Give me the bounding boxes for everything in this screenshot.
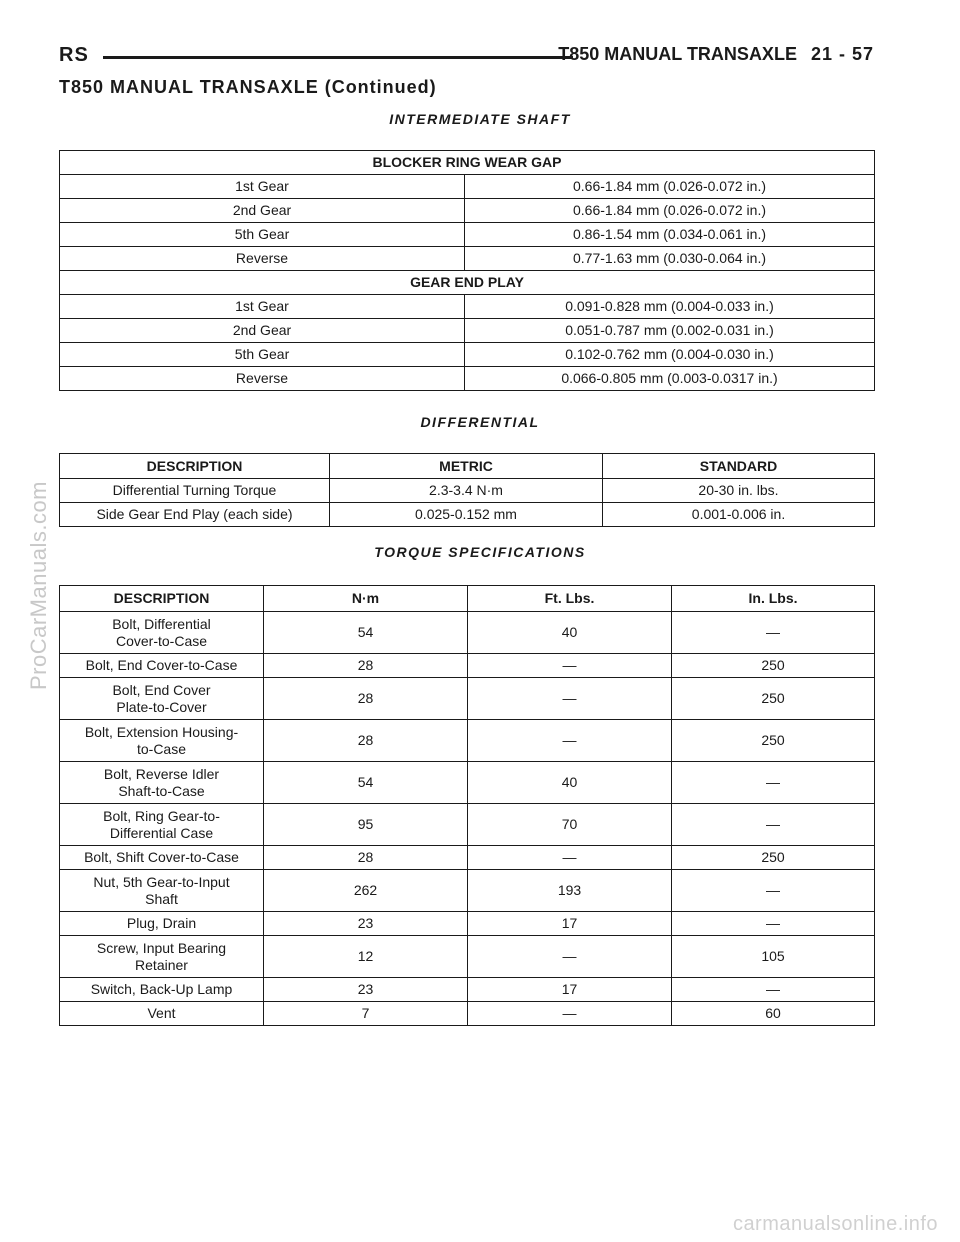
value-cell: 40 <box>468 762 672 804</box>
description-cell: Side Gear End Play (each side) <box>60 503 330 527</box>
table-row <box>60 343 875 367</box>
gear-cell: Reverse <box>60 367 465 391</box>
value-cell: — <box>672 870 875 912</box>
description-line: Bolt, Shift Cover-to-Case <box>84 849 239 865</box>
value-cell: 250 <box>672 846 875 870</box>
value-cell: — <box>672 762 875 804</box>
value-cell: 23 <box>264 978 468 1002</box>
value-cell: 23 <box>264 912 468 936</box>
gear-cell: 2nd Gear <box>60 199 465 223</box>
description-line: Screw, Input Bearing <box>96 939 227 956</box>
spec-value-cell: 0.091-0.828 mm (0.004-0.033 in.) <box>465 295 875 319</box>
value-cell: 105 <box>672 936 875 978</box>
spec-value-cell: 0.66-1.84 mm (0.026-0.072 in.) <box>465 175 875 199</box>
column-header: DESCRIPTION <box>60 454 330 479</box>
table-row <box>60 367 875 391</box>
value-cell: 0.001-0.006 in. <box>603 503 875 527</box>
value-cell: 0.025-0.152 mm <box>330 503 603 527</box>
description-cell <box>60 846 264 870</box>
table-row <box>60 479 875 503</box>
bottom-watermark: carmanualsonline.info <box>732 1213 938 1235</box>
differential-table <box>59 453 875 527</box>
gear-cell: 1st Gear <box>60 295 465 319</box>
value-cell: 60 <box>672 1002 875 1026</box>
column-header: N·m <box>264 586 468 612</box>
table-row <box>60 1002 875 1026</box>
table-row <box>60 319 875 343</box>
table-header-row <box>60 586 875 612</box>
value-cell: 2.3-3.4 N·m <box>330 479 603 503</box>
value-cell: 70 <box>468 804 672 846</box>
table-row <box>60 654 875 678</box>
torque-specs-table <box>59 585 875 1026</box>
column-header: In. Lbs. <box>672 586 875 612</box>
table-row <box>60 223 875 247</box>
value-cell: 250 <box>672 654 875 678</box>
value-cell: 17 <box>468 978 672 1002</box>
description-cell <box>60 804 264 846</box>
column-header: DESCRIPTION <box>60 586 264 612</box>
header-title: T850 MANUAL TRANSAXLE <box>558 44 797 64</box>
value-cell: 54 <box>264 762 468 804</box>
description-line: Shaft-to-Case <box>118 782 205 799</box>
table-row <box>60 870 875 912</box>
value-cell: — <box>468 1002 672 1026</box>
value-cell: — <box>672 612 875 654</box>
gear-cell: 2nd Gear <box>60 319 465 343</box>
table-header-row <box>60 454 875 479</box>
description-line: Shaft <box>145 890 178 907</box>
page-number: 21 - 57 <box>810 44 874 64</box>
value-cell: — <box>672 978 875 1002</box>
spec-value-cell: 0.051-0.787 mm (0.002-0.031 in.) <box>465 319 875 343</box>
description-cell <box>60 720 264 762</box>
description-cell <box>60 936 264 978</box>
table-row <box>60 720 875 762</box>
description-line: Cover-to-Case <box>115 632 208 649</box>
value-cell: 193 <box>468 870 672 912</box>
gear-end-play-heading-row <box>60 271 875 295</box>
table-row <box>60 199 875 223</box>
table-row <box>60 846 875 870</box>
value-cell: 28 <box>264 720 468 762</box>
table-row <box>60 762 875 804</box>
column-header: STANDARD <box>603 454 875 479</box>
table-row <box>60 678 875 720</box>
description-cell <box>60 912 264 936</box>
description-line: Bolt, End Cover-to-Case <box>85 657 238 673</box>
description-cell: Differential Turning Torque <box>60 479 330 503</box>
table-row <box>60 612 875 654</box>
spec-value-cell: 0.86-1.54 mm (0.034-0.061 in.) <box>465 223 875 247</box>
value-cell: 28 <box>264 654 468 678</box>
gear-cell: 5th Gear <box>60 343 465 367</box>
column-header: Ft. Lbs. <box>468 586 672 612</box>
spec-value-cell: 0.66-1.84 mm (0.026-0.072 in.) <box>465 199 875 223</box>
gear-cell: 1st Gear <box>60 175 465 199</box>
description-line: Plug, Drain <box>126 915 197 931</box>
description-line: Bolt, End Cover <box>112 681 211 698</box>
description-cell <box>60 762 264 804</box>
description-line: Bolt, Extension Housing- <box>84 723 239 740</box>
description-cell <box>60 678 264 720</box>
spec-value-cell: 0.102-0.762 mm (0.004-0.030 in.) <box>465 343 875 367</box>
blocker-ring-wear-gap-heading-row <box>60 151 875 175</box>
differential-title: DIFFERENTIAL <box>420 414 540 430</box>
table-row <box>60 912 875 936</box>
description-line: Bolt, Differential <box>112 615 211 632</box>
value-cell: — <box>468 720 672 762</box>
value-cell: 28 <box>264 678 468 720</box>
table-row <box>60 936 875 978</box>
gear-cell: 5th Gear <box>60 223 465 247</box>
description-cell <box>60 654 264 678</box>
description-line: to-Case <box>136 740 187 757</box>
value-cell: — <box>468 654 672 678</box>
header-section-code: RS <box>59 44 89 66</box>
value-cell: 250 <box>672 720 875 762</box>
page-header <box>59 44 874 68</box>
table-row <box>60 295 875 319</box>
description-line: Switch, Back-Up Lamp <box>90 981 233 997</box>
table-row <box>60 175 875 199</box>
description-cell <box>60 1002 264 1026</box>
spec-value-cell: 0.77-1.63 mm (0.030-0.064 in.) <box>465 247 875 271</box>
value-cell: — <box>468 846 672 870</box>
value-cell: 262 <box>264 870 468 912</box>
intermediate-shaft-table <box>59 150 875 391</box>
column-header: METRIC <box>330 454 603 479</box>
value-cell: 95 <box>264 804 468 846</box>
description-line: Retainer <box>135 956 188 973</box>
blocker-ring-wear-gap-heading: BLOCKER RING WEAR GAP <box>60 151 875 175</box>
value-cell: 54 <box>264 612 468 654</box>
value-cell: 40 <box>468 612 672 654</box>
description-cell <box>60 612 264 654</box>
header-rule <box>103 56 573 59</box>
value-cell: — <box>468 678 672 720</box>
value-cell: 17 <box>468 912 672 936</box>
description-line: Differential Case <box>109 824 214 841</box>
spec-value-cell: 0.066-0.805 mm (0.003-0.0317 in.) <box>465 367 875 391</box>
table-row <box>60 978 875 1002</box>
value-cell: 28 <box>264 846 468 870</box>
description-cell <box>60 870 264 912</box>
description-cell <box>60 978 264 1002</box>
gear-cell: Reverse <box>60 247 465 271</box>
table-row <box>60 804 875 846</box>
value-cell: 250 <box>672 678 875 720</box>
side-watermark-text: ProCarManuals.com <box>26 480 51 690</box>
intermediate-shaft-title: INTERMEDIATE SHAFT <box>389 111 571 127</box>
side-watermark <box>22 480 62 800</box>
value-cell: — <box>672 804 875 846</box>
value-cell: — <box>672 912 875 936</box>
value-cell: 12 <box>264 936 468 978</box>
description-line: Vent <box>147 1005 176 1021</box>
description-line: Plate-to-Cover <box>116 698 207 715</box>
value-cell: 20-30 in. lbs. <box>603 479 875 503</box>
continued-title: T850 MANUAL TRANSAXLE (Continued) <box>59 77 437 97</box>
description-line: Bolt, Reverse Idler <box>103 765 220 782</box>
value-cell: — <box>468 936 672 978</box>
table-row <box>60 503 875 527</box>
value-cell: 7 <box>264 1002 468 1026</box>
description-line: Nut, 5th Gear-to-Input <box>93 873 230 890</box>
gear-end-play-heading: GEAR END PLAY <box>60 271 875 295</box>
table-row <box>60 247 875 271</box>
description-line: Bolt, Ring Gear-to- <box>103 807 220 824</box>
header-title-block <box>558 44 874 65</box>
torque-specs-title: TORQUE SPECIFICATIONS <box>374 544 586 560</box>
